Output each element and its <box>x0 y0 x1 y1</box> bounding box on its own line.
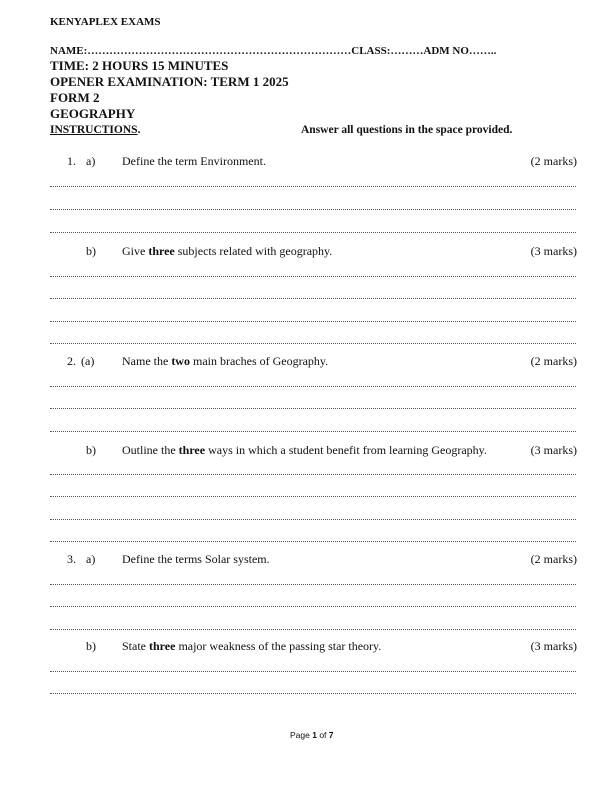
answer-line[interactable] <box>50 693 576 694</box>
question-part-label: b) <box>86 443 96 457</box>
answer-line[interactable] <box>50 298 576 299</box>
question-marks: (2 marks) <box>530 354 577 368</box>
question-text <box>122 553 270 567</box>
of-word: of <box>316 730 329 740</box>
instructions-label: INSTRUCTIONS <box>50 124 138 136</box>
current-page: 1 <box>312 730 317 740</box>
text-part: ways in which a student benefit from learning Geography. <box>205 443 487 457</box>
text-part: Give <box>122 244 149 258</box>
instructions-text: Answer all questions in the space provided. <box>301 124 513 136</box>
question-marks: (2 marks) <box>530 154 577 168</box>
answer-line[interactable] <box>50 541 576 542</box>
form-level: FORM 2 <box>50 90 100 105</box>
emphasis: three <box>148 244 175 258</box>
answer-line[interactable] <box>50 209 576 210</box>
page-number <box>290 731 334 741</box>
text-part: Define the term Environment. <box>122 154 266 168</box>
question-text <box>122 245 332 259</box>
question-line <box>122 444 577 458</box>
answer-line[interactable] <box>50 343 576 344</box>
text-part: State <box>122 639 149 653</box>
exam-time: TIME: 2 HOURS 15 MINUTES <box>50 58 229 73</box>
question-marks: (3 marks) <box>530 244 577 258</box>
question-part-label: b) <box>86 244 96 258</box>
question-marks: (2 marks) <box>530 552 577 566</box>
answer-line[interactable] <box>50 671 576 672</box>
question-text <box>122 155 266 169</box>
question-part-label: a) <box>86 154 96 168</box>
question-line <box>122 355 577 369</box>
school-name: KENYAPLEX EXAMS <box>50 16 161 28</box>
text-part: Outline the <box>122 443 179 457</box>
question-number: 2. <box>67 354 76 368</box>
question-marks: (3 marks) <box>530 639 577 653</box>
question-part-label: a) <box>86 552 96 566</box>
question-part-label: b) <box>86 639 96 653</box>
answer-line[interactable] <box>50 606 576 607</box>
question-line <box>122 245 577 259</box>
question-line <box>122 155 577 169</box>
question-line <box>122 553 577 567</box>
answer-line[interactable] <box>50 408 576 409</box>
text-part: subjects related with geography. <box>174 244 333 258</box>
emphasis: three <box>149 639 176 653</box>
emphasis: three <box>178 443 206 457</box>
answer-line[interactable] <box>50 276 576 277</box>
text-part: Name the <box>122 354 172 368</box>
question-number: 1. <box>67 154 76 168</box>
instructions-heading <box>50 124 140 137</box>
question-text <box>122 444 487 458</box>
instructions-dot: . <box>137 124 141 136</box>
total-pages: 7 <box>328 730 334 740</box>
answer-line[interactable] <box>50 584 576 585</box>
name-class-adm-line: NAME:………………………………………………………………CLASS:………ADM NO…….. <box>50 45 497 57</box>
emphasis: two <box>171 354 190 368</box>
question-part-label: (a) <box>81 354 95 368</box>
page-word: Page <box>290 730 313 740</box>
answer-line[interactable] <box>50 474 576 475</box>
subject: GEOGRAPHY <box>50 106 136 121</box>
answer-line[interactable] <box>50 629 576 630</box>
answer-line[interactable] <box>50 519 576 520</box>
question-text <box>122 640 381 654</box>
text-part: main braches of Geography. <box>189 354 329 368</box>
answer-line[interactable] <box>50 232 576 233</box>
question-text <box>122 355 328 369</box>
exam-title: OPENER EXAMINATION: TERM 1 2025 <box>50 74 289 89</box>
text-part: major weakness of the passing star theory. <box>175 639 382 653</box>
answer-line[interactable] <box>50 186 576 187</box>
answer-line[interactable] <box>50 496 576 497</box>
question-marks: (3 marks) <box>530 443 577 457</box>
question-number: 3. <box>67 552 76 566</box>
text-part: Define the terms Solar system. <box>122 552 270 566</box>
question-line <box>122 640 577 654</box>
answer-line[interactable] <box>50 386 576 387</box>
answer-line[interactable] <box>50 321 576 322</box>
answer-line[interactable] <box>50 431 576 432</box>
